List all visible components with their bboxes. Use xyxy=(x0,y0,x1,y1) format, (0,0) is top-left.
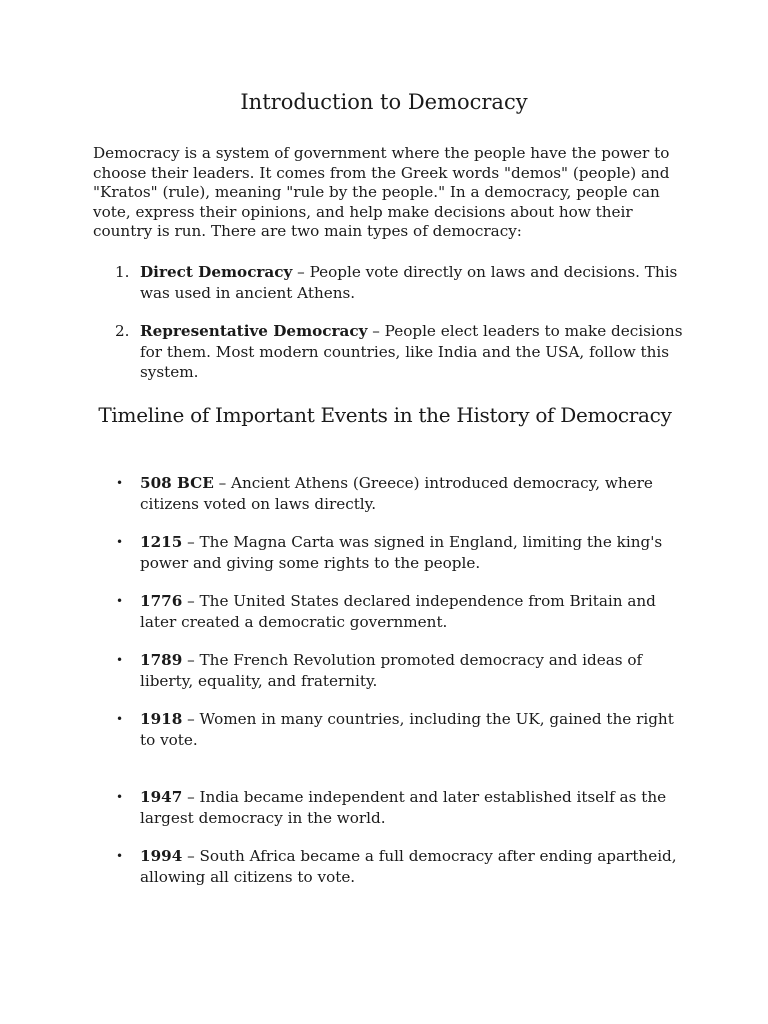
bullet-icon: • xyxy=(116,476,124,490)
page-title: Introduction to Democracy xyxy=(240,90,528,114)
bullet-icon: • xyxy=(116,535,124,549)
timeline-event: – Ancient Athens (Greece) introduced democracy, where citizens voted on laws directly. xyxy=(140,474,653,513)
timeline-year: 1776 xyxy=(140,592,183,610)
bullet-icon: • xyxy=(116,712,124,726)
bullet-icon: • xyxy=(116,790,124,804)
term-representative-democracy: Representative Democracy xyxy=(140,322,368,340)
timeline-year: 1789 xyxy=(140,651,183,669)
timeline-year: 1215 xyxy=(140,533,183,551)
list-item-direct-democracy xyxy=(93,262,683,303)
timeline-item xyxy=(93,532,683,573)
timeline-item xyxy=(93,709,683,750)
bullet-icon: • xyxy=(116,653,124,667)
bullet-icon: • xyxy=(116,594,124,608)
list-number: 1. xyxy=(115,263,130,281)
timeline-event: – India became independent and later established itself as the largest democracy in the world. xyxy=(140,788,667,827)
timeline-event: – Women in many countries, including the UK, gained the right to vote. xyxy=(140,710,674,749)
timeline-item xyxy=(93,650,683,691)
timeline-event: – South Africa became a full democracy after ending apartheid, allowing all citizens to vote. xyxy=(140,847,677,886)
timeline-year: 1994 xyxy=(140,847,183,865)
timeline-year: 1918 xyxy=(140,710,183,728)
timeline-heading: Timeline of Important Events in the History of Democracy xyxy=(98,403,672,427)
term-direct-democracy: Direct Democracy xyxy=(140,263,293,281)
timeline-item xyxy=(93,787,683,828)
timeline-item xyxy=(93,591,683,632)
list-item-representative-democracy xyxy=(93,321,683,383)
timeline-list xyxy=(93,473,683,887)
term-description: – People elect leaders to make decisions for them. Most modern countries, like India and the USA, follow this system. xyxy=(140,322,683,381)
timeline-year: 1947 xyxy=(140,788,183,806)
term-description: – People vote directly on laws and decisions. This was used in ancient Athens. xyxy=(140,263,678,302)
timeline-item xyxy=(93,846,683,887)
democracy-types-list xyxy=(93,262,683,383)
list-number: 2. xyxy=(115,322,130,340)
intro-paragraph: Democracy is a system of government where the people have the power to choose their leaders. It comes from the Greek words "demos" (people) and "Kratos" (rule), meaning "rule by the people." In a democracy, people can vote, express their opinions, and help make decisions about how their country is run. There are two main types of democracy: xyxy=(93,144,670,241)
timeline-year: 508 BCE xyxy=(140,474,214,492)
timeline-event: – The United States declared independence from Britain and later created a democratic government. xyxy=(140,592,656,631)
timeline-event: – The French Revolution promoted democracy and ideas of liberty, equality, and fraternity. xyxy=(140,651,643,690)
timeline-event: – The Magna Carta was signed in England, limiting the king's power and giving some rights to the people. xyxy=(140,533,663,572)
timeline-item xyxy=(93,473,683,514)
bullet-icon: • xyxy=(116,849,124,863)
